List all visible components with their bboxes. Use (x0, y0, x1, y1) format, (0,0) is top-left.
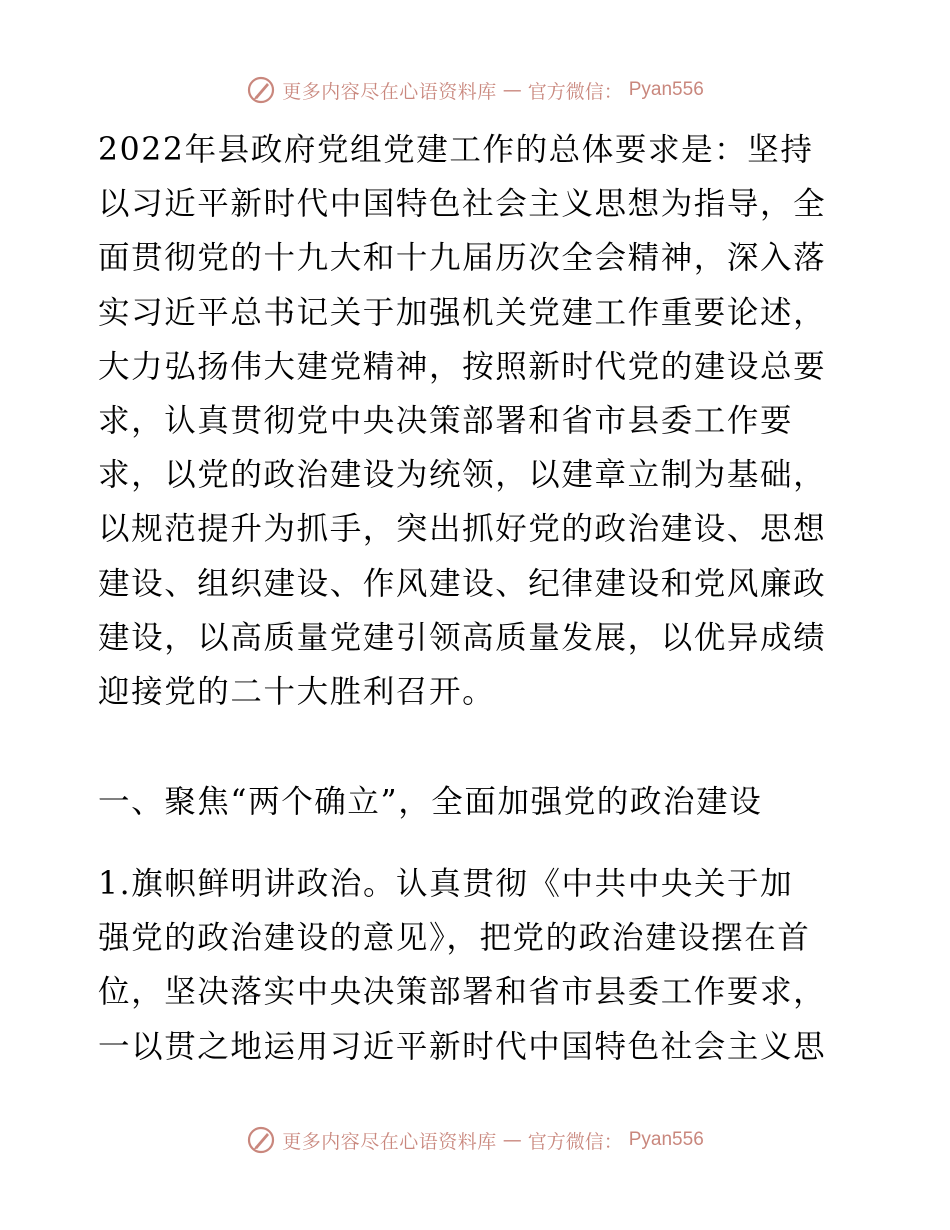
text-line: 以习近平新时代中国特色社会主义思想为指导，全 (98, 186, 827, 223)
text-line: 建设，以高质量党建引领高质量发展，以优异成绩 (98, 619, 827, 656)
watermark-dash: — (502, 79, 522, 101)
text-line: 一以贯之地运用习近平新时代中国特色社会主义思 (98, 1028, 827, 1065)
quill-pen-circle-icon (246, 1125, 276, 1155)
text-line: 迎接党的二十大胜利召开。 (98, 674, 496, 711)
section-paragraph (98, 857, 858, 1074)
watermark-wechat-id: Pyan556 (628, 1129, 704, 1150)
section-heading (98, 775, 858, 829)
heading-text: 一、聚焦“两个确立”，全面加强党的政治建设 (98, 784, 763, 820)
watermark-site-name: 更多内容尽在心语资料库 (282, 80, 497, 103)
text-line: 以规范提升为抓手，突出抓好党的政治建设、思想 (98, 511, 827, 548)
text-line: 1.旗帜鲜明讲政治。认真贯彻《中共中央关于加 (98, 866, 794, 902)
watermark-dash: — (502, 1129, 522, 1151)
watermark-site-name: 更多内容尽在心语资料库 (282, 1130, 497, 1153)
watermark-wechat-label: 官方微信： (527, 1130, 623, 1153)
text-line: 位，坚决落实中央决策部署和省市县委工作要求， (98, 974, 827, 1011)
text-line: 大力弘扬伟大建党精神，按照新时代党的建设总要 (98, 348, 827, 385)
text-line: 建设、组织建设、作风建设、纪律建设和党风廉政 (98, 565, 827, 602)
watermark-wechat-id: Pyan556 (628, 79, 704, 100)
text-line: 求，以党的政治建设为统领，以建章立制为基础， (98, 457, 827, 494)
text-line: 求，认真贯彻党中央决策部署和省市县委工作要 (98, 403, 794, 440)
text-line: 强党的政治建设的意见》，把党的政治建设摆在首 (98, 920, 811, 957)
watermark-wechat-label: 官方微信： (527, 80, 623, 103)
text-line: 2022年县政府党组党建工作的总体要求是：坚持 (98, 132, 814, 168)
text-line: 面贯彻党的十九大和十九届历次全会精神，深入落 (98, 240, 827, 277)
intro-paragraph (98, 123, 858, 719)
text-line: 实习近平总书记关于加强机关党建工作重要论述， (98, 294, 827, 331)
footer-watermark (0, 1122, 950, 1158)
